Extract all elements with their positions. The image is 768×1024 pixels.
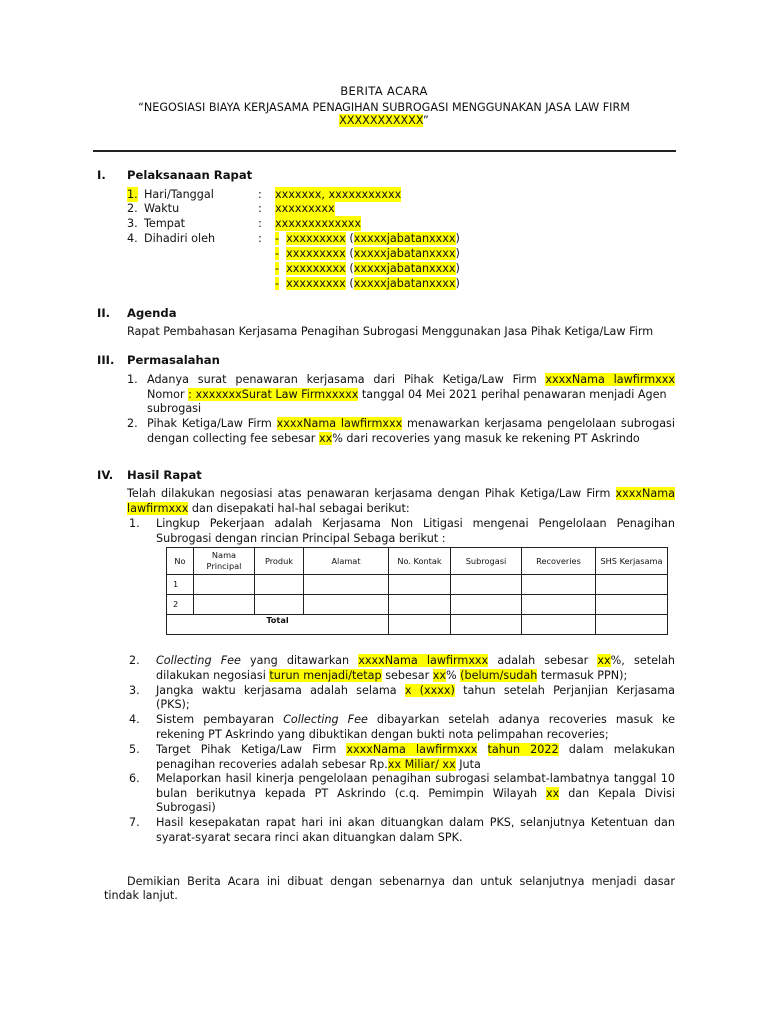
table-cell <box>596 595 668 615</box>
issue-1-number: 1. <box>127 373 138 386</box>
issue-1-line-3: subrogasi <box>147 402 202 415</box>
table-header-cell: Nama Principal <box>194 548 255 575</box>
table-cell <box>522 575 596 595</box>
document-subtitle-line-2: XXXXXXXXXXX” <box>339 114 429 127</box>
table-cell <box>304 595 389 615</box>
attendee-item: - xxxxxxxxx (xxxxxjabatanxxxx) <box>275 247 460 260</box>
result-7-line-1: Hasil kesepakatan rapat hari ini akan dituangkan dalam PKS, selanjutnya Ketentuan dan <box>156 816 675 829</box>
section-4-number: IV. <box>97 468 114 482</box>
table-cell <box>194 595 255 615</box>
table-header-cell: No. Kontak <box>389 548 451 575</box>
table-cell <box>522 595 596 615</box>
result-3-line-1: Jangka waktu kerjasama adalah selama x (xxxx) tahun setelah Perjanjian Kerjasama <box>156 684 676 697</box>
result-3-number: 3. <box>129 684 140 697</box>
section-4-title: Hasil Rapat <box>127 468 202 482</box>
result-1-number: 1. <box>129 517 140 530</box>
table-total-label: Total <box>167 615 389 635</box>
table-cell <box>304 575 389 595</box>
table-header-cell: Produk <box>255 548 304 575</box>
document-title: BERITA ACARA <box>340 84 428 98</box>
attendee-item: - xxxxxxxxx (xxxxxjabatanxxxx) <box>275 232 460 245</box>
result-2-number: 2. <box>129 654 140 667</box>
section-2-number: II. <box>97 306 111 320</box>
detail-2-label: Waktu <box>144 202 180 215</box>
issue-2-line-2: dengan collecting fee sebesar xx% dari recoveries yang masuk ke rekening PT Askrindo <box>147 432 640 445</box>
result-2-line-1: Collecting Fee yang ditawarkan xxxxNama lawfirmxxx adalah sebesar xx%, setelah <box>156 654 676 667</box>
result-4-number: 4. <box>129 713 140 726</box>
result-3-line-2: (PKS); <box>156 698 190 711</box>
table-header-cell: No <box>167 548 194 575</box>
closing-line-1: Demikian Berita Acara ini dibuat dengan sebenarnya dan untuk selanjutnya menjadi dasar <box>127 875 675 888</box>
closing-line-2: tindak lanjut. <box>104 889 178 902</box>
section-3-number: III. <box>97 353 115 367</box>
detail-1-colon: : <box>258 188 262 201</box>
attendee-item: - xxxxxxxxx (xxxxxjabatanxxxx) <box>275 262 460 275</box>
detail-2-colon: : <box>258 202 262 215</box>
detail-2-number: 2. <box>127 202 138 215</box>
detail-1-value: xxxxxxx, xxxxxxxxxxx <box>275 188 402 201</box>
results-intro-line-1: Telah dilakukan negosiasi atas penawaran kerjasama dengan Pihak Ketiga/Law Firm xxxxNama <box>127 487 675 500</box>
attendee-item: - xxxxxxxxx (xxxxxjabatanxxxx) <box>275 277 460 290</box>
issue-2-number: 2. <box>127 417 138 430</box>
table-header-cell: SHS Kerjasama <box>596 548 668 575</box>
table-cell <box>451 615 522 635</box>
table-cell <box>389 595 451 615</box>
table-row <box>167 575 668 595</box>
section-3-title: Permasalahan <box>127 353 220 367</box>
detail-4-colon: : <box>258 232 262 245</box>
issue-1-line-1: Adanya surat penawaran kerjasama dari Pihak Ketiga/Law Firm xxxxNama lawfirmxxx <box>147 373 676 386</box>
table-cell <box>451 575 522 595</box>
result-7-line-2: syarat-syarat secara rinci akan dituangkan dalam SPK. <box>156 831 463 844</box>
detail-3-label: Tempat <box>144 217 186 230</box>
table-cell <box>451 595 522 615</box>
result-6-number: 6. <box>129 772 140 785</box>
document-subtitle-line-1: “NEGOSIASI BIAYA KERJASAMA PENAGIHAN SUBROGASI MENGGUNAKAN JASA LAW FIRM <box>138 101 630 114</box>
result-4-line-1: Sistem pembayaran Collecting Fee dibayarkan setelah adanya recoveries masuk ke <box>156 713 675 726</box>
table-cell <box>255 575 304 595</box>
detail-1-number: 1. <box>127 188 138 201</box>
table-total-row <box>167 615 668 635</box>
table-header-cell: Subrogasi <box>451 548 522 575</box>
detail-3-colon: : <box>258 217 262 230</box>
section-1-number: I. <box>97 168 106 182</box>
section-1-title: Pelaksanaan Rapat <box>127 168 253 182</box>
table-cell <box>596 615 668 635</box>
table-cell <box>194 575 255 595</box>
table-cell <box>389 575 451 595</box>
agenda-text: Rapat Pembahasan Kerjasama Penagihan Subrogasi Menggunakan Jasa Pihak Ketiga/Law Firm <box>127 325 654 338</box>
issue-1-line-2: Nomor : xxxxxxxSurat Law Firmxxxxx tanggal 04 Mei 2021 perihal penawaran menjadi Agen <box>147 388 667 401</box>
table-header-cell: Alamat <box>304 548 389 575</box>
table-cell <box>596 575 668 595</box>
principal-table <box>166 547 668 635</box>
table-row <box>167 595 668 615</box>
result-1-line-1: Lingkup Pekerjaan adalah Kerjasama Non Litigasi mengenai Pengelolaan Penagihan <box>156 517 675 530</box>
result-4-line-2: rekening PT Askrindo yang dibuktikan dengan bukti nota pelimpahan recoveries; <box>156 728 609 741</box>
result-6-line-3: Subrogasi) <box>156 801 216 814</box>
table-header-cell: Recoveries <box>522 548 596 575</box>
section-2-title: Agenda <box>127 306 177 320</box>
law-firm-placeholder: XXXXXXXXXXX <box>339 114 424 127</box>
detail-2-value: xxxxxxxxx <box>275 202 335 215</box>
detail-1-label: Hari/Tanggal <box>144 188 214 201</box>
table-cell: 2 <box>167 595 194 615</box>
table-cell <box>255 595 304 615</box>
result-1-line-2: Subrogasi dengan rincian Principal Sebaga berikut : <box>156 532 446 545</box>
detail-4-number: 4. <box>127 232 138 245</box>
result-6-line-2: bulan berikutnya kepada PT Askrindo (c.q. Pemimpin Wilayah xx dan Kepala Divisi <box>156 787 675 800</box>
table-cell <box>522 615 596 635</box>
result-5-line-1: Target Pihak Ketiga/Law Firm xxxxNama lawfirmxxx tahun 2022 dalam melakukan <box>156 743 675 756</box>
result-5-number: 5. <box>129 743 140 756</box>
detail-4-label: Dihadiri oleh <box>144 232 216 245</box>
result-7-number: 7. <box>129 816 140 829</box>
result-6-line-1: Melaporkan hasil kinerja pengelolaan penagihan subrogasi selambat-lambatnya tanggal 10 <box>156 772 675 785</box>
result-2-line-2: dilakukan negosiasi turun menjadi/tetap sebesar xx% (belum/sudah termasuk PPN); <box>156 669 628 682</box>
table-cell: 1 <box>167 575 194 595</box>
detail-3-value: xxxxxxxxxxxxx <box>275 217 362 230</box>
header-divider <box>93 150 676 152</box>
results-intro-line-2: lawfirmxxx dan disepakati hal-hal sebagai berikut: <box>127 502 410 515</box>
result-5-line-2: penagihan recoveries adalah sebesar Rp.xx Miliar/ xx Juta <box>156 758 481 771</box>
detail-3-number: 3. <box>127 217 138 230</box>
table-header-row <box>167 548 668 575</box>
issue-2-line-1: Pihak Ketiga/Law Firm xxxxNama lawfirmxxx menawarkan kerjasama pengelolaan subrogasi <box>147 417 675 430</box>
table-cell <box>389 615 451 635</box>
